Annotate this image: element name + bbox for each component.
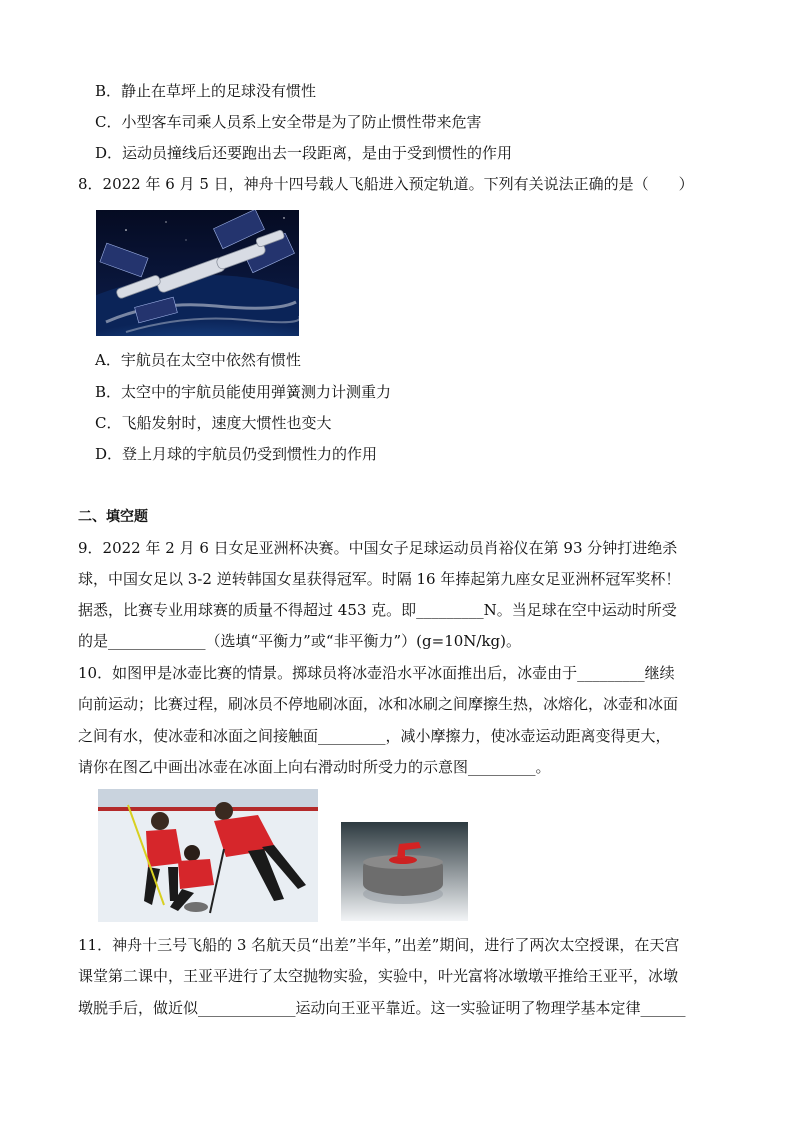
space-station-photo: [96, 210, 299, 336]
q9-line-2: 球，中国女足以 3-2 逆转韩国女星获得冠军。时隔 16 年捧起第九座女足亚洲杯冠军奖杯！: [78, 570, 681, 588]
q10-line-2: 向前运动；比赛过程，刷冰员不停地刷冰面，冰和冰刷之间摩擦生热，冰熔化，冰壶和冰面: [78, 695, 679, 713]
q11-line-1: 11．神舟十三号飞船的 3 名航天员“出差”半年，”出差”期间，进行了两次太空授课，在天宫: [78, 936, 680, 954]
q10-line-1: 10．如图甲是冰壶比赛的情景。掷球员将冰壶沿水平冰面推出后，冰壶由于_________继续: [78, 664, 675, 682]
q9-line-3: 据悉，比赛专业用球赛的质量不得超过 453 克。即_________N。当足球在空中运动时所受: [78, 601, 677, 619]
section-title: 二、填空题: [78, 509, 148, 525]
q9-line-4: 的是_____________（选填“平衡力”或“非平衡力”）(g=10N/kg)。: [78, 632, 522, 650]
q8-option-a: A．宇航员在太空中依然有惯性: [95, 351, 301, 369]
q8-stem: 8．2022 年 6 月 5 日，神舟十四号载人飞船进入预定轨道。下列有关说法正确的是（ ）: [78, 175, 694, 193]
q7-option-d: D．运动员撞线后还要跑出去一段距离，是由于受到惯性的作用: [95, 144, 513, 162]
q11-line-3: 墩脱手后，做近似_____________运动向王亚平靠近。这一实验证明了物理学基本定律______: [78, 999, 686, 1017]
curling-players-photo: [98, 789, 318, 922]
q7-option-c: C．小型客车司乘人员系上安全带是为了防止惯性带来危害: [95, 113, 482, 131]
q10-line-3: 之间有水，使冰壶和冰面之间接触面_________，减小摩擦力，使冰壶运动距离变得更大，: [78, 727, 671, 745]
q9-line-1: 9．2022 年 2 月 6 日女足亚洲杯决赛。中国女子足球运动员肖裕仪在第 93 分钟打进绝杀: [78, 539, 678, 557]
curling-stone-photo: [341, 822, 468, 921]
q10-line-4: 请你在图乙中画出冰壶在冰面上向右滑动时所受力的示意图_________。: [78, 758, 551, 776]
q7-option-b: B．静止在草坪上的足球没有惯性: [95, 82, 317, 100]
q11-line-2: 课堂第二课中，王亚平进行了太空抛物实验，实验中，叶光富将冰墩墩平推给王亚平，冰墩: [78, 967, 679, 985]
q8-option-d: D．登上月球的宇航员仍受到惯性力的作用: [95, 445, 378, 463]
q8-option-b: B．太空中的宇航员能使用弹簧测力计测重力: [95, 383, 392, 401]
q8-option-c: C．飞船发射时，速度大惯性也变大: [95, 414, 332, 432]
